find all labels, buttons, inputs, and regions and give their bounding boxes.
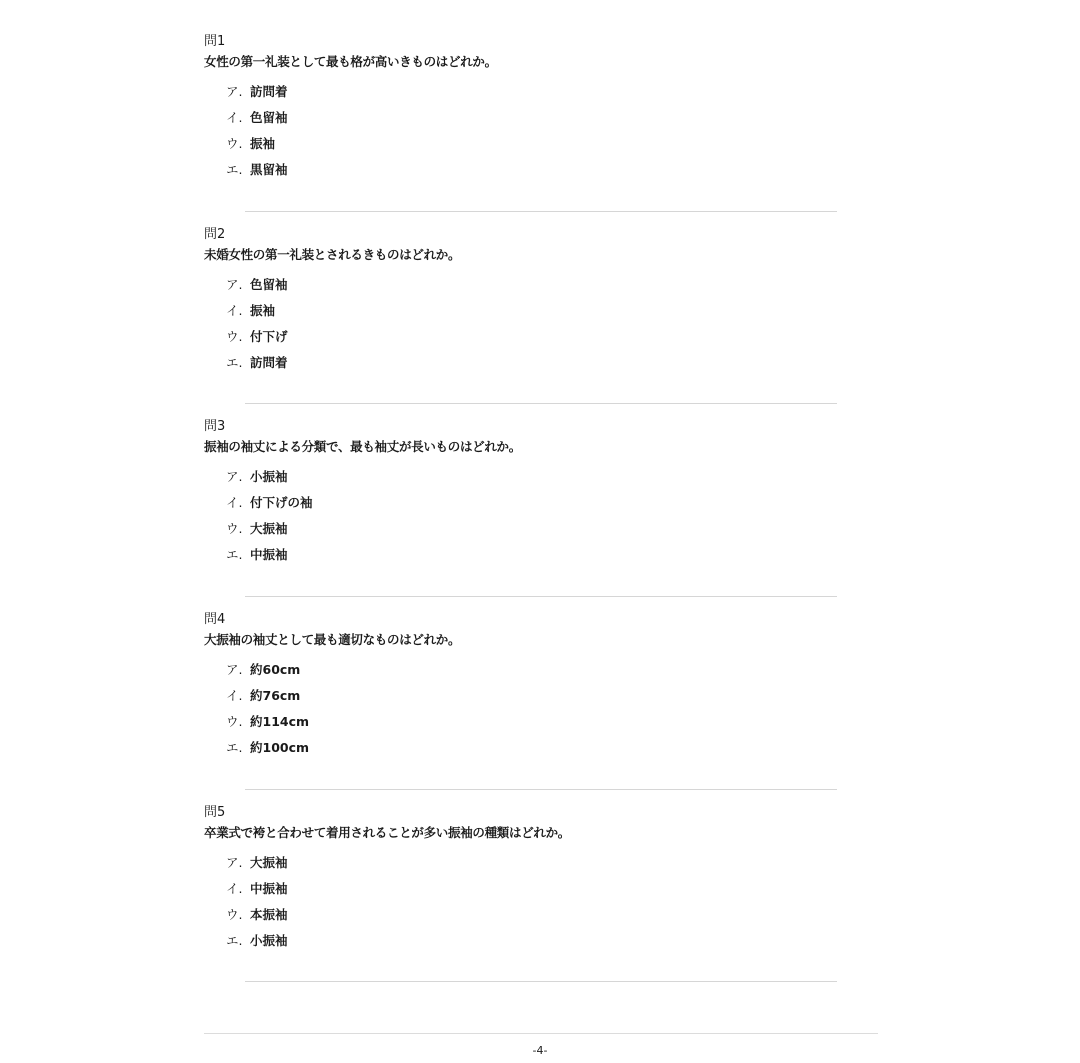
choice-label: エ. [226, 547, 243, 562]
question-divider [245, 403, 837, 404]
question-number: 問4 [204, 612, 226, 627]
choice-item [226, 495, 844, 511]
choice-text: 中振袖 [250, 881, 288, 896]
question-text: 女性の第一礼装として最も格が高いきものはどれか。 [204, 54, 497, 69]
choice-label: ウ. [226, 907, 243, 922]
question-number: 問5 [204, 805, 226, 820]
choice-label: ウ. [226, 714, 243, 729]
question-number: 問1 [204, 34, 226, 49]
choice-text: 本振袖 [250, 907, 288, 922]
question-divider [245, 981, 837, 982]
choice-text: 付下げ [250, 329, 288, 344]
choice-item [226, 521, 844, 537]
question-divider [245, 789, 837, 790]
choice-text: 約60cm [250, 662, 301, 677]
question-text: 振袖の袖丈による分類で、最も袖丈が長いものはどれか。 [204, 439, 521, 454]
choice-item [226, 933, 844, 949]
choice-label: イ. [226, 688, 243, 703]
choice-item [226, 662, 844, 678]
choice-list [204, 662, 844, 756]
choice-item [226, 881, 844, 897]
choice-item [226, 855, 844, 871]
choice-text: 訪問着 [250, 355, 288, 370]
choice-item [226, 277, 844, 293]
choice-item [226, 355, 844, 371]
choice-text: 訪問着 [250, 84, 288, 99]
choice-text: 大振袖 [250, 521, 288, 536]
choice-text: 小振袖 [250, 933, 288, 948]
choice-text: 大振袖 [250, 855, 288, 870]
choice-item [226, 329, 844, 345]
page-number: -4- [532, 1044, 548, 1057]
choice-label: エ. [226, 933, 243, 948]
choice-item [226, 714, 844, 730]
choice-item [226, 110, 844, 126]
choice-item [226, 740, 844, 756]
choice-text: 小振袖 [250, 469, 288, 484]
choice-label: ア. [226, 662, 243, 677]
choice-label: ア. [226, 855, 243, 870]
choice-label: エ. [226, 740, 243, 755]
choice-label: エ. [226, 355, 243, 370]
question-divider [245, 211, 837, 212]
choice-text: 色留袖 [250, 277, 288, 292]
choice-item [226, 162, 844, 178]
choice-list [204, 469, 844, 563]
choice-text: 振袖 [250, 136, 276, 151]
question-4 [204, 612, 844, 766]
choice-label: ウ. [226, 521, 243, 536]
question-1 [204, 34, 844, 188]
choice-text: 振袖 [250, 303, 276, 318]
choice-text: 付下げの袖 [250, 495, 313, 510]
footer-rule [204, 1033, 878, 1034]
choice-item [226, 547, 844, 563]
question-divider [245, 596, 837, 597]
choice-label: ウ. [226, 329, 243, 344]
choice-label: イ. [226, 495, 243, 510]
choice-list [204, 277, 844, 371]
question-3 [204, 419, 844, 573]
question-number: 問3 [204, 419, 226, 434]
choice-label: ウ. [226, 136, 243, 151]
choice-item [226, 688, 844, 704]
question-text: 大振袖の袖丈として最も適切なものはどれか。 [204, 632, 461, 647]
choice-item [226, 136, 844, 152]
question-text: 未婚女性の第一礼装とされるきものはどれか。 [204, 247, 461, 262]
question-text: 卒業式で袴と合わせて着用されることが多い振袖の種類はどれか。 [204, 825, 571, 840]
question-5 [204, 805, 844, 959]
choice-label: ア. [226, 84, 243, 99]
choice-text: 約76cm [250, 688, 301, 703]
choice-list [204, 84, 844, 178]
choice-item [226, 907, 844, 923]
choice-text: 中振袖 [250, 547, 288, 562]
question-number: 問2 [204, 227, 226, 242]
choice-text: 約100cm [250, 740, 310, 755]
choice-text: 黒留袖 [250, 162, 288, 177]
choice-item [226, 303, 844, 319]
choice-label: ア. [226, 277, 243, 292]
choice-text: 約114cm [250, 714, 310, 729]
choice-text: 色留袖 [250, 110, 288, 125]
choice-label: イ. [226, 303, 243, 318]
choice-label: ア. [226, 469, 243, 484]
choice-label: エ. [226, 162, 243, 177]
choice-item [226, 84, 844, 100]
question-2 [204, 227, 844, 381]
choice-item [226, 469, 844, 485]
choice-label: イ. [226, 881, 243, 896]
choice-list [204, 855, 844, 949]
choice-label: イ. [226, 110, 243, 125]
